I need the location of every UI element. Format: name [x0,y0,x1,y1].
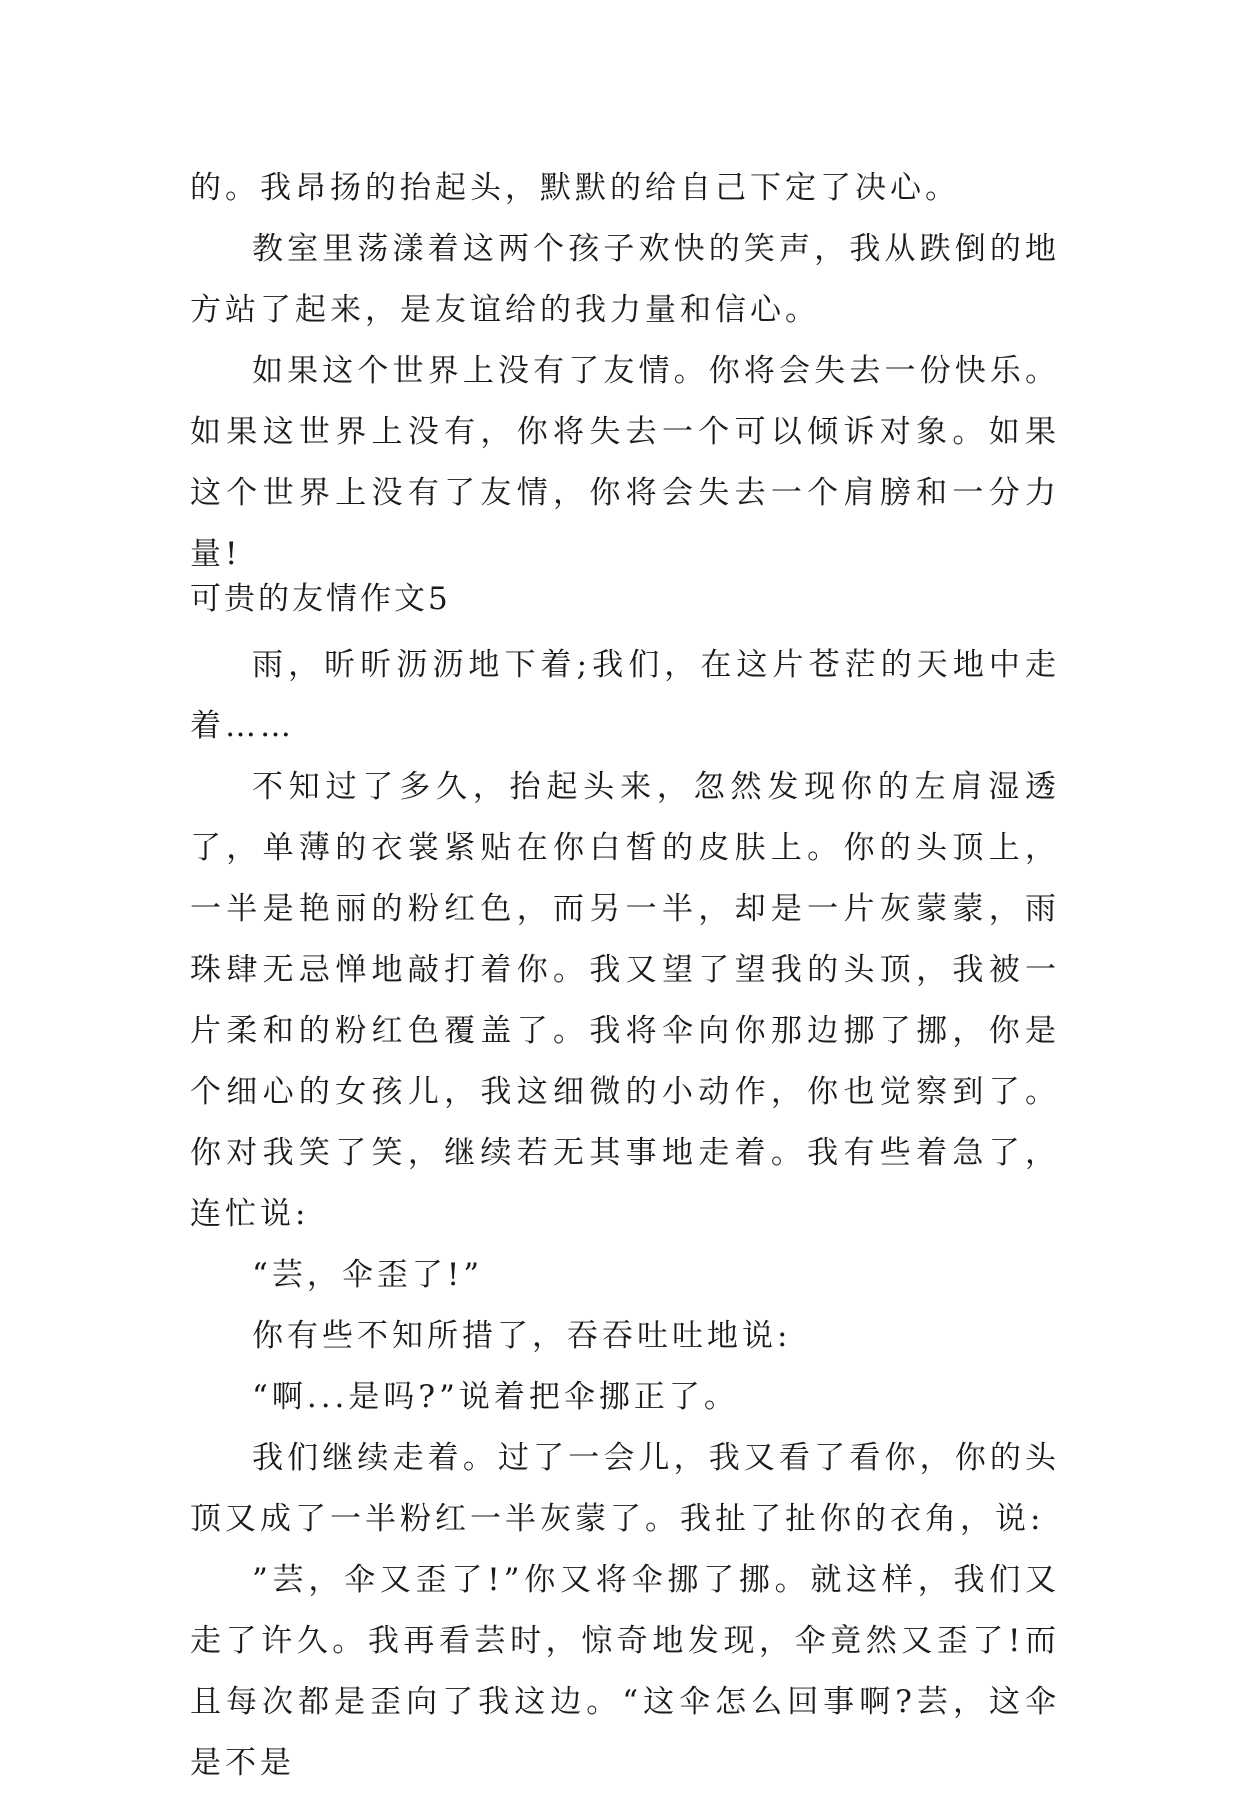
paragraph: 雨，昕昕沥沥地下着;我们，在这片苍茫的天地中走着…… [190,647,1060,744]
document-body [190,158,1060,1794]
paragraph: 你有些不知所措了，吞吞吐吐地说: [252,1318,792,1354]
paragraph: 如果这个世界上没有了友情。你将会失去一份快乐。如果这世界上没有，你将失去一个可以倾诉对象。如果这个世界上没有了友情，你将会失去一个肩膀和一分力量! [190,353,1060,572]
paragraph: “芸，伞歪了!” [252,1257,484,1293]
paragraph: 教室里荡漾着这两个孩子欢快的笑声，我从跌倒的地方站了起来，是友谊给的我力量和信心。 [190,231,1060,328]
paragraph: 我们继续走着。过了一会儿，我又看了看你，你的头顶又成了一半粉红一半灰蒙了。我扯了扯你的衣角，说: [190,1440,1060,1537]
paragraph: 不知过了多久，抬起头来，忽然发现你的左肩湿透了，单薄的衣裳紧贴在你白皙的皮肤上。你的头顶上，一半是艳丽的粉红色，而另一半，却是一片灰蒙蒙，雨珠肆无忌惮地敲打着你。我又望了望我的头顶，我被一片柔和的粉红色覆盖了。我将伞向你那边挪了挪，你是个细心的女孩儿，我这细微的小动作，你也觉察到了。你对我笑了笑，继续若无其事地走着。我有些着急了，连忙说: [190,769,1060,1232]
paragraph: 的。我昂扬的抬起头，默默的给自己下定了决心。 [190,170,960,206]
paragraph: “啊...是吗?”说着把伞挪正了。 [252,1379,739,1415]
paragraph: ”芸，伞又歪了!”你又将伞挪了挪。就这样，我们又走了许久。我再看芸时，惊奇地发现，伞竟然又歪了!而且每次都是歪向了我这边。“这伞怎么回事啊?芸，这伞是不是 [190,1562,1060,1781]
section-title: 可贵的友情作文5 [190,581,451,617]
